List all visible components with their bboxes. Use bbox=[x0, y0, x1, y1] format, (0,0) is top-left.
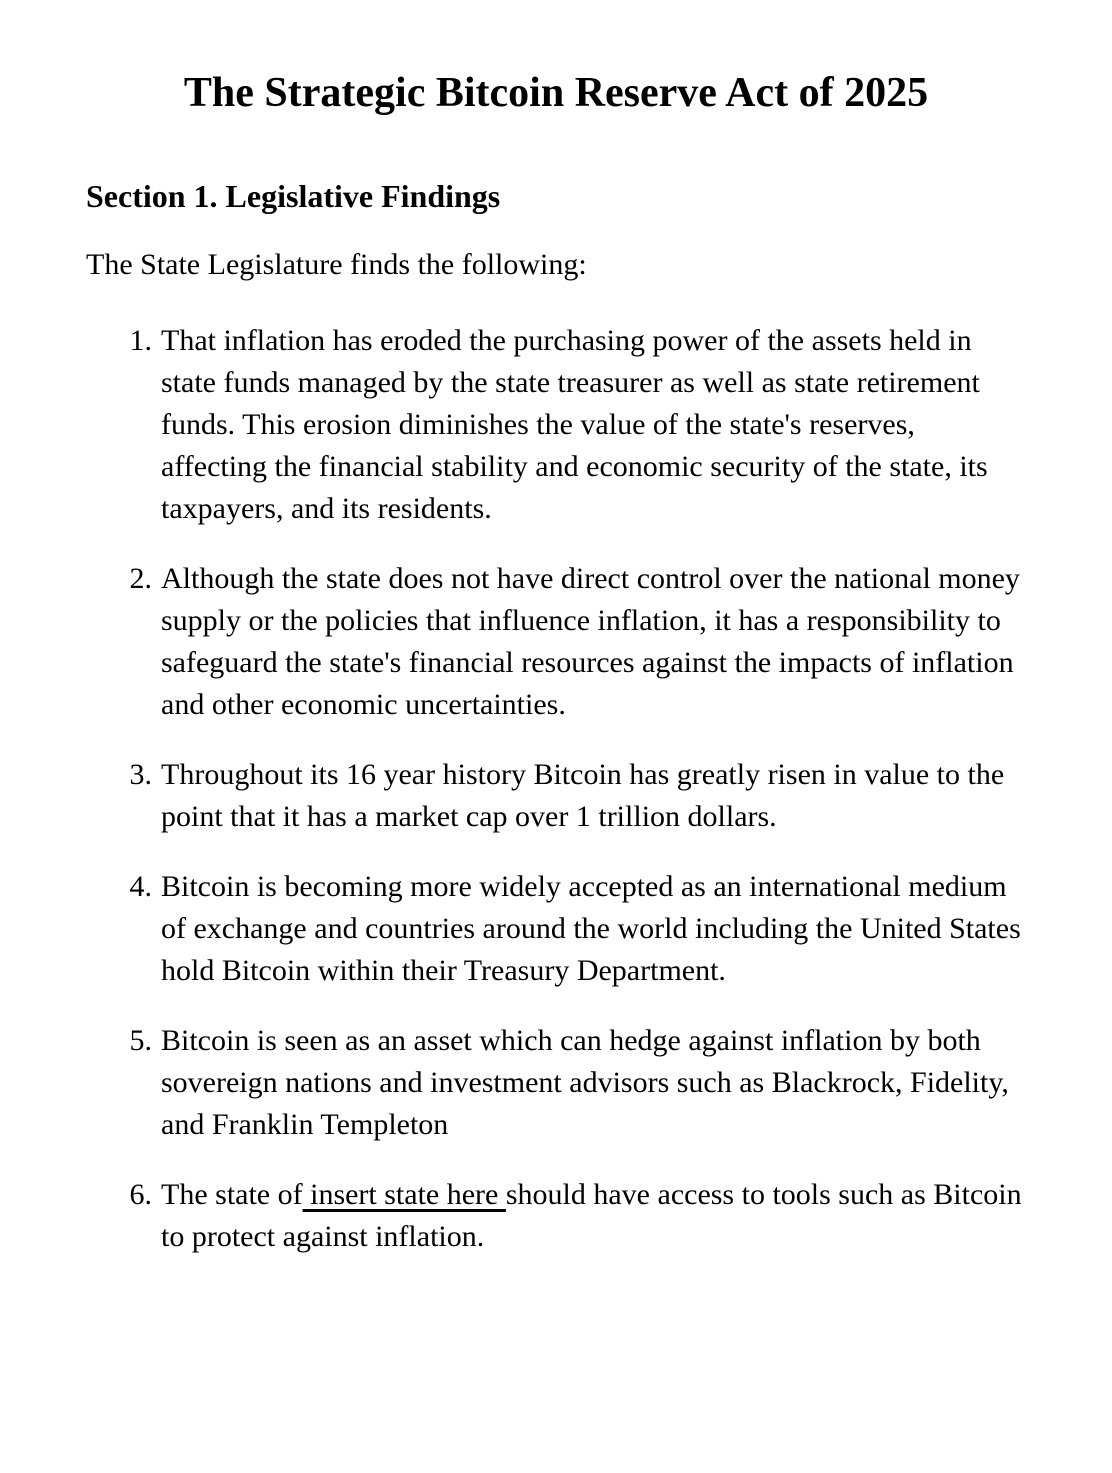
finding-item-6 bbox=[86, 1174, 1026, 1258]
finding-text bbox=[161, 320, 1026, 530]
finding-item-2 bbox=[86, 558, 1026, 726]
finding-item-5 bbox=[86, 1020, 1026, 1146]
finding-item-1 bbox=[86, 320, 1026, 530]
finding-text bbox=[161, 558, 1026, 726]
finding-number: 1. bbox=[129, 324, 152, 358]
finding-text-content: That inflation has eroded the purchasing power of the assets held in state funds managed by the state treasurer as well as state retirement funds. This erosion diminishes the value of the state's reserves, affecting the financial stability and economic security of the state, its taxpayers, and its residents. bbox=[161, 324, 988, 526]
finding-number: 6. bbox=[129, 1178, 152, 1212]
finding-number: 3. bbox=[129, 758, 152, 792]
finding-text bbox=[161, 1020, 1026, 1146]
finding-number: 2. bbox=[129, 562, 152, 596]
finding-text-after-blank: should have access to tools such as Bitcoin to protect against inflation. bbox=[161, 1178, 1022, 1254]
finding-number: 4. bbox=[129, 870, 152, 904]
page-title: The Strategic Bitcoin Reserve Act of 2025 bbox=[183, 70, 929, 116]
finding-text-before-blank: The state of bbox=[161, 1178, 303, 1212]
finding-item-4 bbox=[86, 866, 1026, 992]
finding-text bbox=[161, 866, 1026, 992]
finding-text bbox=[161, 1174, 1026, 1258]
fill-in-state-blank: insert state here bbox=[302, 1178, 506, 1212]
findings-list bbox=[86, 320, 1026, 1258]
finding-text-content: Bitcoin is becoming more widely accepted as an international medium of exchange and countries around the world including the United States hold Bitcoin within their Treasury Department. bbox=[161, 870, 1021, 988]
finding-text-content: Bitcoin is seen as an asset which can hedge against inflation by both sovereign nations and investment advisors such as Blackrock, Fidelity, and Franklin Templeton bbox=[161, 1024, 1009, 1142]
finding-number: 5. bbox=[129, 1024, 152, 1058]
section-heading: Section 1. Legislative Findings bbox=[86, 178, 501, 215]
intro-paragraph: The State Legislature finds the following: bbox=[86, 248, 587, 282]
finding-text-content: Although the state does not have direct control over the national money supply or the policies that influence inflation, it has a responsibility to safeguard the state's financial resources against the impacts of inflation and other economic uncertainties. bbox=[161, 562, 1020, 722]
finding-text bbox=[161, 754, 1026, 838]
finding-item-3 bbox=[86, 754, 1026, 838]
finding-text-content: Throughout its 16 year history Bitcoin has greatly risen in value to the point that it has a market cap over 1 trillion dollars. bbox=[161, 758, 1005, 834]
